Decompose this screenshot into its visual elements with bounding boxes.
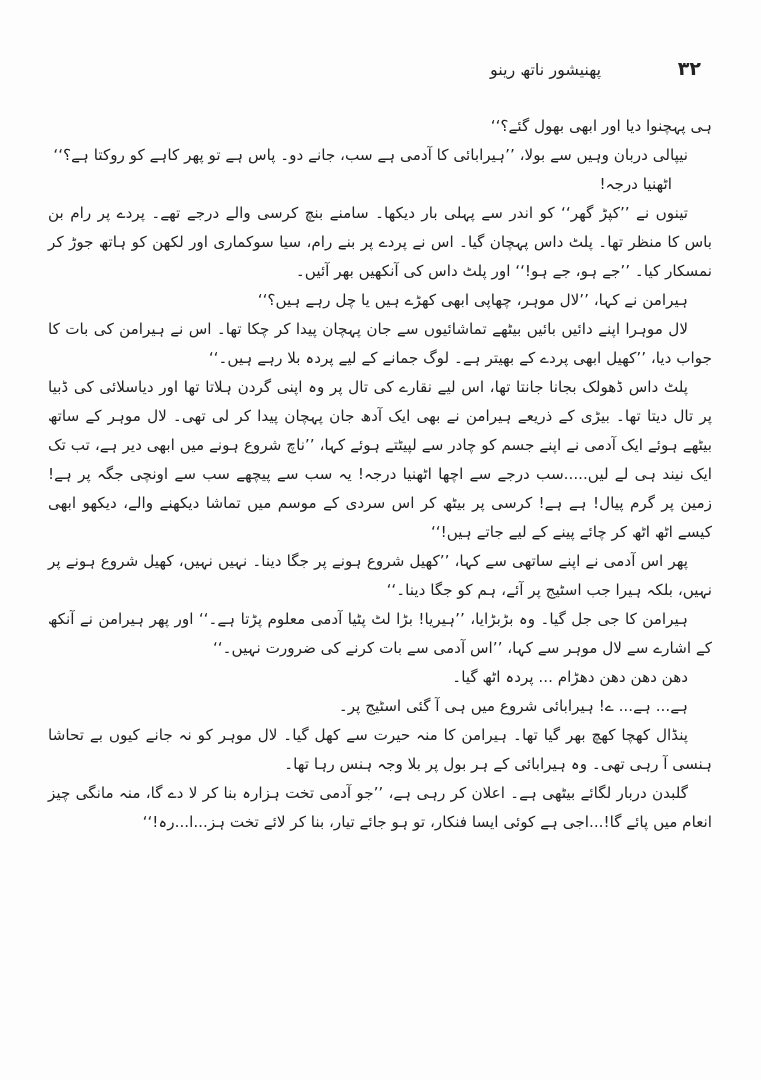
paragraph: تینوں نے ’’کپڑ گھر‘‘ کو اندر سے پہلی بار دیکھا۔ سامنے بنچ کرسی والے درجے تھے۔ پردے پر رام بن باس کا منظر تھا۔ پلٹ داس پہچان گیا۔ اس نے پردے پر بنے رام، سیا سوکماری اور لکھن کو ہاتھ جوڑ کر نمسکار کیا۔ ’’جے ہو، جے ہو!‘‘ اور پلٹ داس کی آنکھیں بھر آئیں۔ (48, 204, 712, 280)
paragraph: ہے... ہے... ے! ہیرابائی شروع میں ہی آ گئی اسٹیج پر۔ (338, 697, 688, 715)
running-title: پھنیشور ناتھ رینو (490, 60, 602, 79)
paragraph: ہیرامن کا جی جل گیا۔ وہ بڑبڑایا، ’’ہیریا! بڑا لٹ پٹیا آدمی معلوم پڑتا ہے۔‘‘ اور پھر ہیرامن نے آنکھ کے اشارے سے لال موہر سے کہا، ’’اس آدمی سے بات کرنے کی ضرورت نہیں۔‘‘ (48, 610, 712, 657)
paragraph: پنڈال کھچا کھچ بھر گیا تھا۔ ہیرامن کا منہ حیرت سے کھل گیا۔ لال موہر کو نہ جانے کیوں بے تحاشا ہنسی آ رہی تھی۔ وہ ہیرابائی کے ہر بول پر بلا وجہ ہنس رہا تھا۔ (48, 726, 712, 773)
paragraph: نیپالی دربان وہیں سے بولا، ’’ہیرابائی کا آدمی ہے سب، جانے دو۔ پاس ہے تو پھر کاہے کو روکتا ہے؟‘‘ (53, 146, 688, 164)
paragraph: پلٹ داس ڈھولک بجانا جانتا تھا، اس لیے نقارے کی تال پر وہ اپنی گردن ہلاتا تھا اور دیاسلائی کی ڈبیا پر تال دیتا تھا۔ بیڑی کے ذریعے ہیرامن نے بھی ایک آدھ جان پہچان پیدا کر لی تھی۔ لال موہر کے ساتھ بیٹھے ہوئے ایک آدمی نے اپنے جسم کو چادر سے لپیٹتے ہوئے کہا، ’’ناچ شروع ہونے میں ابھی دیر ہے، تب تک ایک نیند ہی لے لیں.....سب درجے سے اچھا اٹھنیا درجہ! یہ سب سے پیچھے سب سے اونچی جگہ پر ہے! زمین پر گرم پیال! ہے ہے! کرسی پر بیٹھ کر اس سردی کے موسم میں تماشا دیکھنے والے، دیکھو ابھی کیسے اٹھ اٹھ کر چائے پینے کے لیے جاتے ہیں!‘‘ (48, 378, 712, 541)
paragraph: اٹھنیا درجہ! (599, 175, 672, 193)
page-header (60, 58, 701, 86)
paragraph: پھر اس آدمی نے اپنے ساتھی سے کہا، ’’کھیل شروع ہونے پر جگا دینا۔ نہیں نہیں، کھیل شروع ہونے پر نہیں، بلکہ ہیرا جب اسٹیج پر آئے، ہم کو جگا دینا۔‘‘ (48, 552, 712, 599)
body-text (48, 112, 712, 837)
paragraph: ہی پہچنوا دیا اور ابھی بھول گئے؟‘‘ (490, 117, 712, 135)
paragraph: لال موہرا اپنے دائیں بائیں بیٹھے تماشائیوں سے جان پہچان پیدا کر چکا تھا۔ اس نے ہیرامن کی بات کا جواب دیا، ’’کھیل ابھی پردے کے بھیتر ہے۔ لوگ جمانے کے لیے پردہ بلا رہے ہیں۔‘‘ (48, 320, 712, 367)
paragraph: ہیرامن نے کہا، ’’لال موہر، چھاپی ابھی کھڑے ہیں یا چل رہے ہیں؟‘‘ (257, 291, 688, 309)
paragraph: دھن دھن دھن دھڑام ... پردہ اٹھ گیا۔ (452, 668, 688, 686)
page-number: ۳۲ (677, 58, 701, 80)
paragraph: گلبدن دربار لگائے بیٹھی ہے۔ اعلان کر رہی ہے، ’’جو آدمی تخت ہزارہ بنا کر لا دے گا، منہ مانگی چیز انعام میں پائے گا!...اجی ہے کوئی ایسا فنکار، تو ہو جائے تیار، بنا کر لائے تخت ہز...ا...رہ!‘‘ (48, 784, 712, 831)
